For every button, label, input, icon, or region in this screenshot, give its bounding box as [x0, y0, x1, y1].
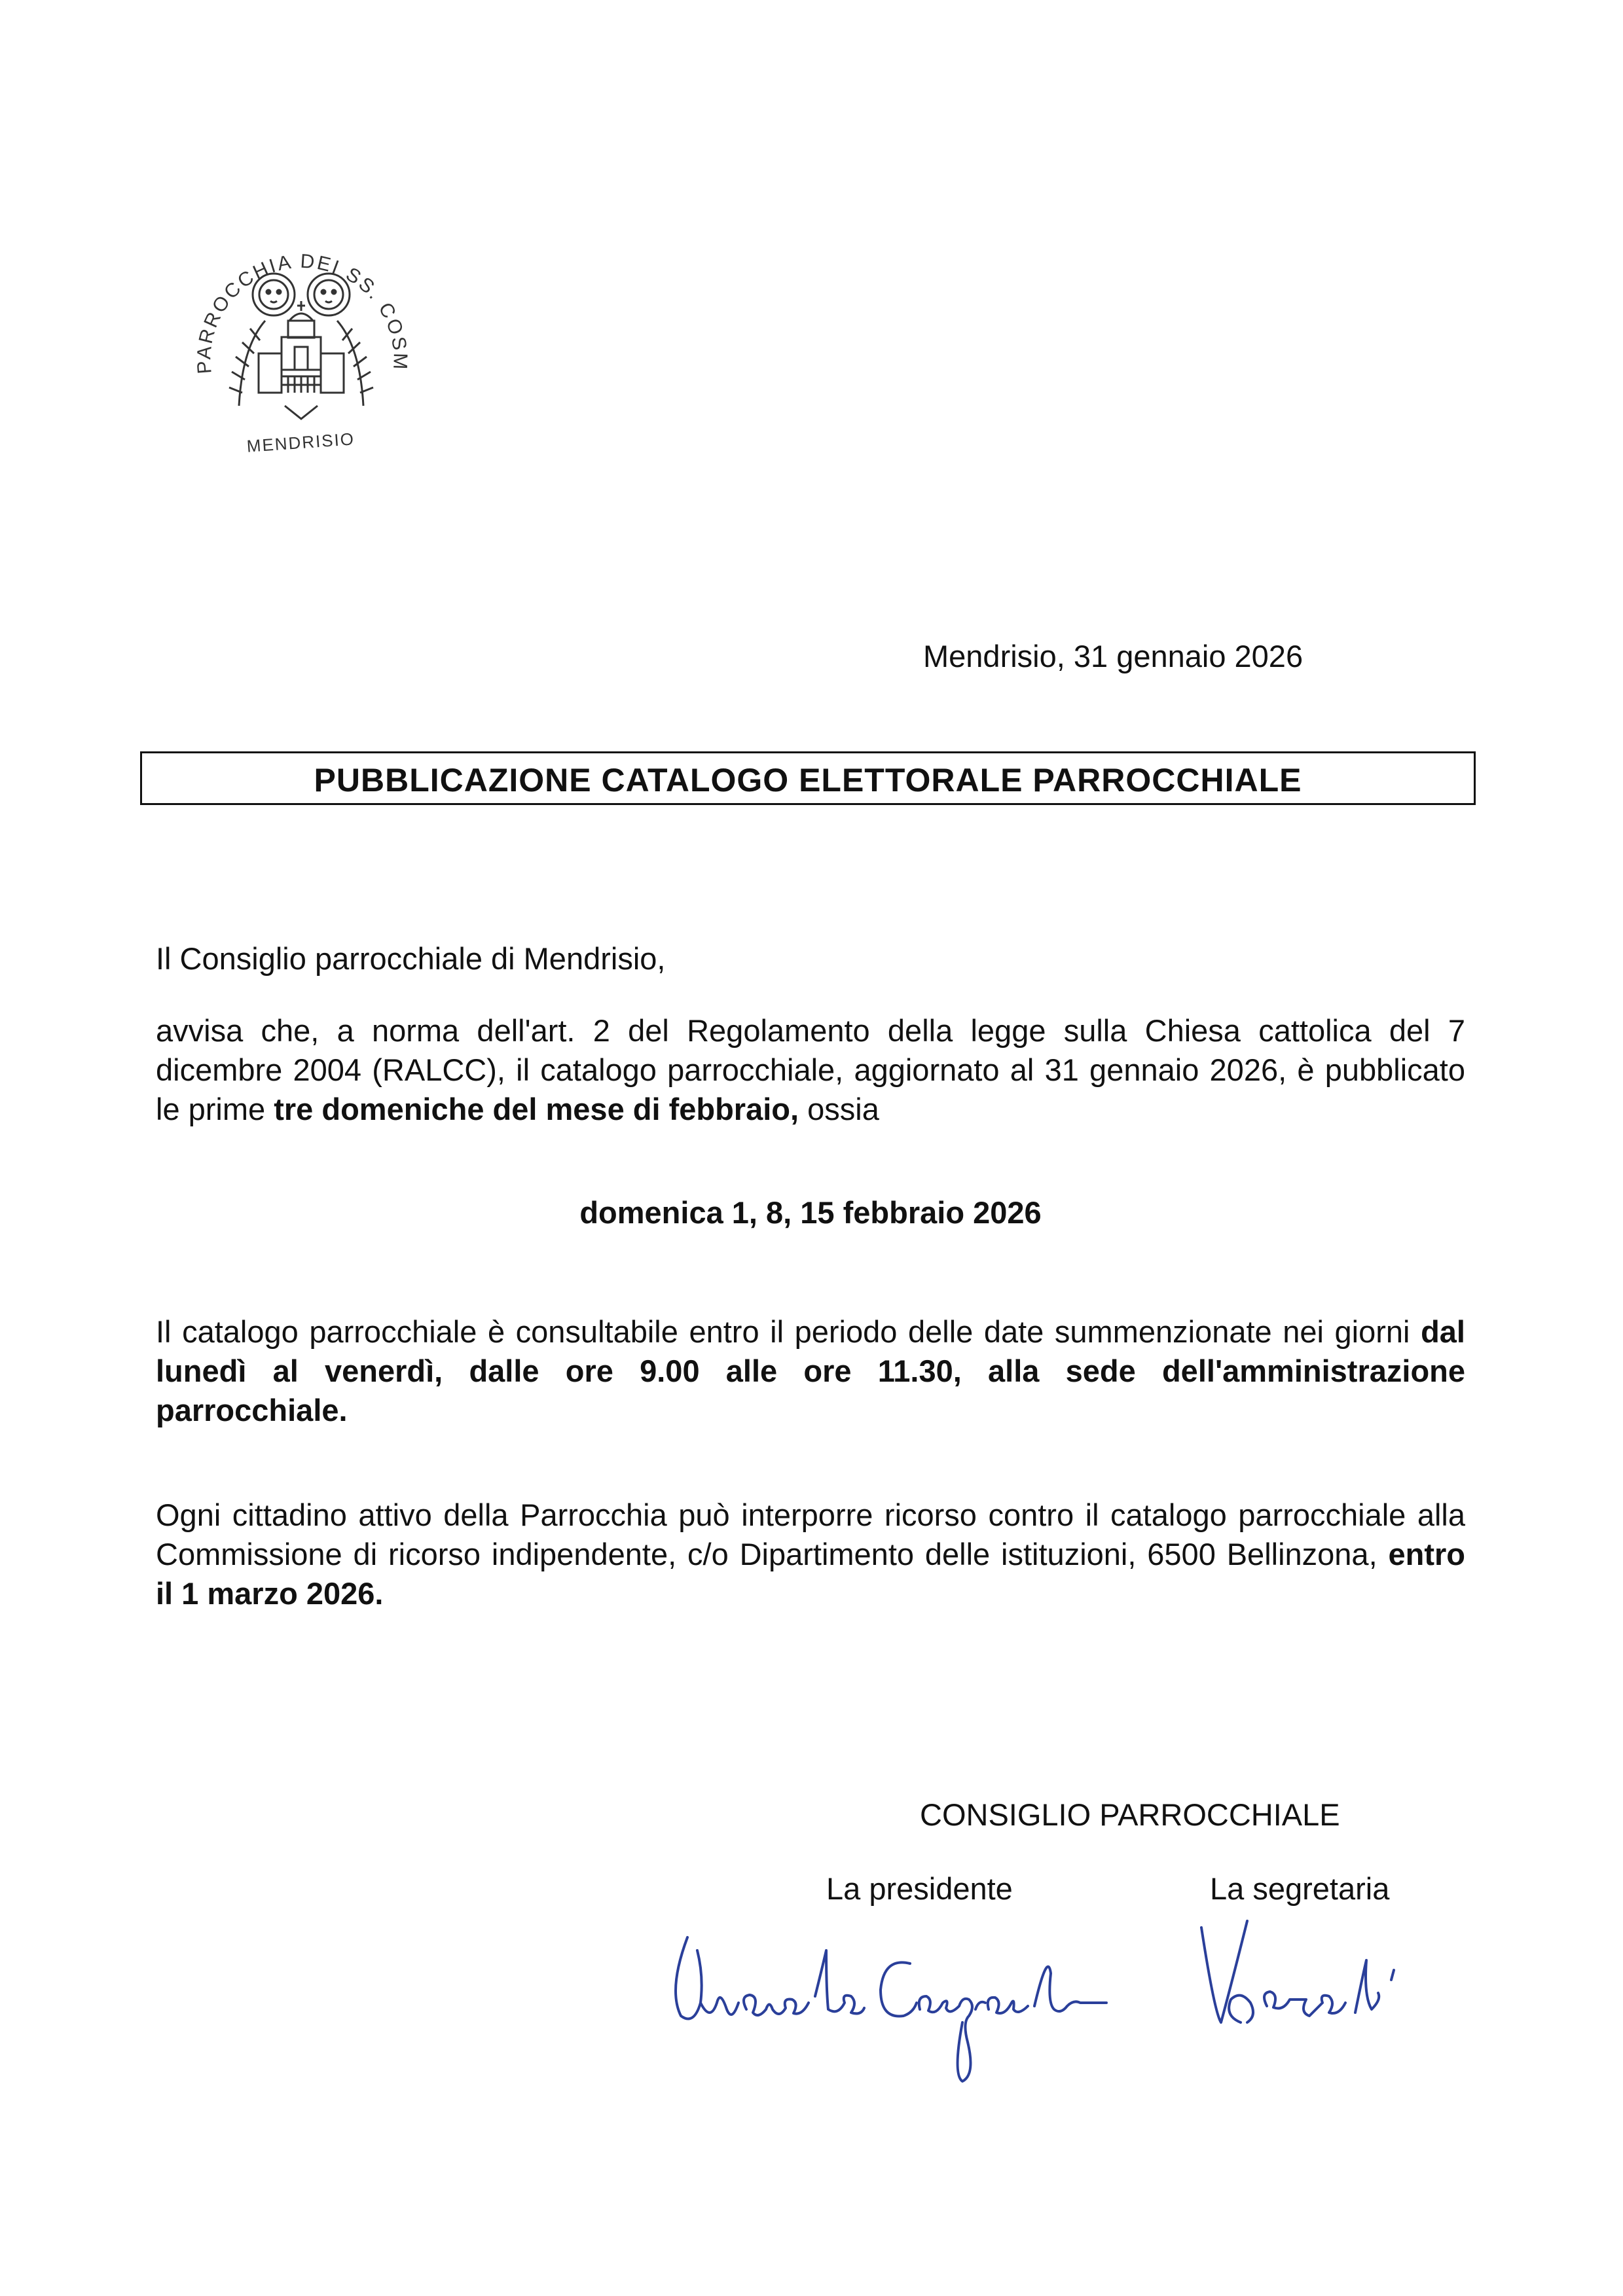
notice-tail-text: ossia [799, 1092, 879, 1126]
secretary-label: La segretaria [1210, 1871, 1390, 1906]
seal-arc-text: PARROCCHIA DEI SS. COSM [193, 250, 411, 375]
parish-seal [177, 216, 426, 458]
appeal-paragraph [156, 1496, 1465, 1613]
catalogue-bold-text: dal lunedì al venerdì, dalle ore 9.00 alle ore 11.30, alla sede dell'amministrazione parrocchiale. [156, 1314, 1465, 1427]
notice-bold-text: tre domeniche del mese di febbraio, [274, 1092, 799, 1126]
document-title: PUBBLICAZIONE CATALOGO ELETTORALE PARROCCHIALE [314, 762, 1302, 798]
appeal-text: Ogni cittadino attivo della Parrocchia può interporre ricorso contro il catalogo parrocchiale alla Commissione di ricorso indipendente, c/o Dipartimento delle istituzioni, 6500 Bellinzona, [156, 1498, 1465, 1571]
secretary-signature [1195, 1882, 1431, 2052]
intro-paragraph: Il Consiglio parrocchiale di Mendrisio, [156, 941, 666, 976]
president-signature [655, 1911, 1126, 2094]
notice-text: avvisa che, a norma dell'art. 2 del Regolamento della legge sulla Chiesa cattolica del 7 dicembre 2004 (RALCC), il catalogo parrocchiale, aggiornato al 31 gennaio 2026, è pubblicato le prime [156, 1013, 1465, 1126]
notice-paragraph [156, 1011, 1465, 1129]
president-label: La presidente [826, 1871, 1013, 1906]
appeal-deadline: entro il 1 marzo 2026. [156, 1537, 1465, 1611]
catalogue-paragraph [156, 1312, 1465, 1430]
council-name: CONSIGLIO PARROCCHIALE [920, 1797, 1340, 1832]
document-date: Mendrisio, 31 gennaio 2026 [923, 639, 1304, 673]
title-box [140, 751, 1476, 805]
seal-bottom-text: MENDRISIO [246, 429, 356, 456]
catalogue-text: Il catalogo parrocchiale è consultabile entro il periodo delle date summenzionate nei giorni [156, 1314, 1421, 1349]
publication-dates: domenica 1, 8, 15 febbraio 2026 [579, 1195, 1042, 1230]
